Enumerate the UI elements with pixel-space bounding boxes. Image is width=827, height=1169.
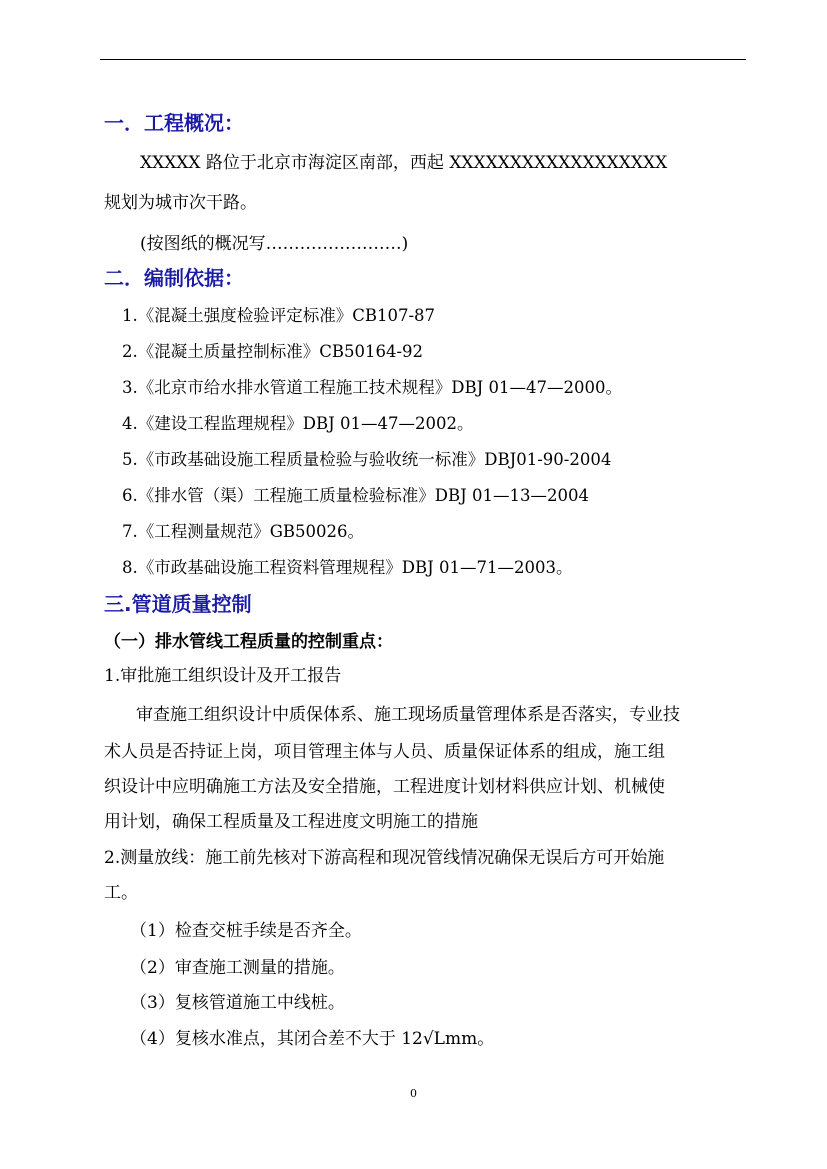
reference-item: 4.《建设工程监理规程》DBJ 01—47—2002。 xyxy=(122,414,474,433)
check-item: （4）复核水准点，其闭合差不大于 12√Lmm。 xyxy=(130,1029,495,1049)
item-paragraph-line: 用计划，确保工程质量及工程进度文明施工的措施 xyxy=(104,812,478,832)
item-paragraph-line: 织设计中应明确施工方法及安全措施，工程进度计划材料供应计划、机械使 xyxy=(104,777,665,797)
subsection-heading: （一）排水管线工程质量的控制重点： xyxy=(104,632,393,652)
overview-paragraph-line: 规划为城市次干路。 xyxy=(104,193,257,213)
reference-item: 6.《排水管（渠）工程施工质量检验标准》DBJ 01—13—2004 xyxy=(122,486,589,505)
check-item: （3）复核管道施工中线桩。 xyxy=(130,993,345,1013)
reference-item: 8.《市政基础设施工程资料管理规程》DBJ 01—71—2003。 xyxy=(122,558,573,577)
item-title: 1.审批施工组织设计及开工报告 xyxy=(104,666,342,686)
overview-paragraph-line: XXXXX 路位于北京市海淀区南部，西起 XXXXXXXXXXXXXXXXXX xyxy=(140,153,668,173)
item-paragraph-line: 工。 xyxy=(104,883,138,903)
section-heading-basis: 二．编制依据： xyxy=(104,266,244,290)
reference-item: 1.《混凝土强度检验评定标准》CB107-87 xyxy=(122,306,436,325)
page-number: 0 xyxy=(410,1087,417,1100)
header-rule xyxy=(100,59,746,60)
overview-note: (按图纸的概况写……………………) xyxy=(140,234,409,254)
reference-item: 7.《工程测量规范》GB50026。 xyxy=(122,522,365,541)
check-item: （1）检查交桩手续是否齐全。 xyxy=(130,921,362,941)
reference-item: 3.《北京市给水排水管道工程施工技术规程》DBJ 01—47—2000。 xyxy=(122,378,622,397)
section-heading-overview: 一．工程概况： xyxy=(104,111,244,135)
section-heading-quality-control: 三.管道质量控制 xyxy=(104,592,252,616)
reference-item: 2.《混凝土质量控制标准》CB50164-92 xyxy=(122,342,424,361)
reference-item: 5.《市政基础设施工程质量检验与验收统一标准》DBJ01-90-2004 xyxy=(122,450,612,469)
item-paragraph-line: 2.测量放线：施工前先核对下游高程和现况管线情况确保无误后方可开始施 xyxy=(104,848,665,868)
check-item: （2）审查施工测量的措施。 xyxy=(130,958,345,978)
item-paragraph-line: 术人员是否持证上岗，项目管理主体与人员、质量保证体系的组成，施工组 xyxy=(104,742,665,762)
item-paragraph-line: 审查施工组织设计中质保体系、施工现场质量管理体系是否落实，专业技 xyxy=(136,705,680,725)
